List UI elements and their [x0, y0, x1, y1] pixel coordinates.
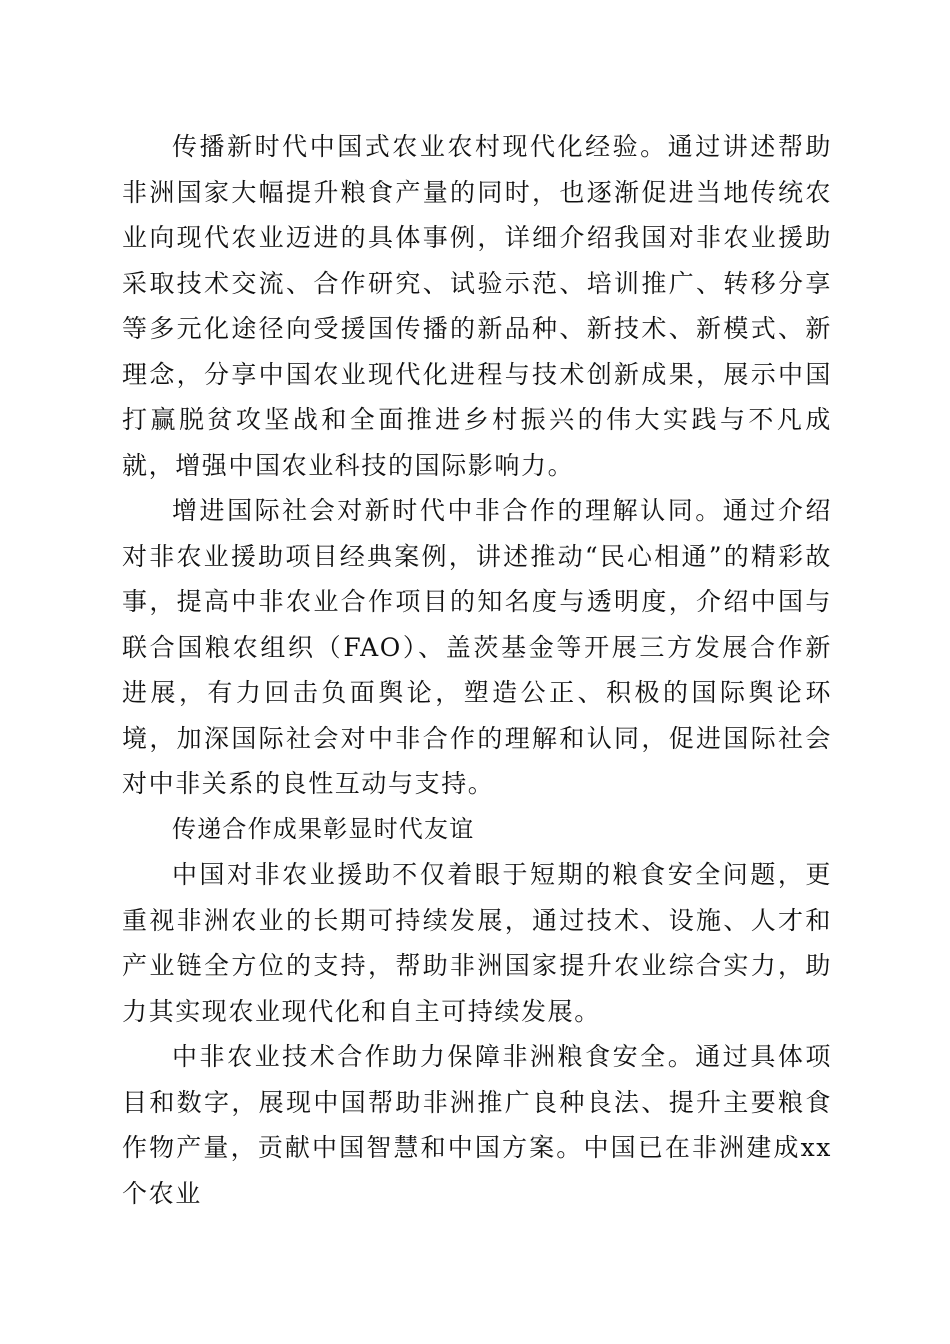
paragraph-international-recognition: 增进国际社会对新时代中非合作的理解认同。通过介绍对非农业援助项目经典案例，讲述推动“民心相通”的精彩故事，提高中非农业合作项目的知名度与透明度，介绍中国与联合国粮农组织（FAO）、盖茨基金等开展三方发展合作新进展，有力回击负面舆论，塑造公正、积极的国际舆论环境，加深国际社会对中非合作的理解和认同，促进国际社会对中非关系的良性互动与支持。: [122, 496, 832, 798]
paragraph-food-security: 中非农业技术合作助力保障非洲粮食安全。通过具体项目和数字，展现中国帮助非洲推广良种良法、提升主要粮食作物产量，贡献中国智慧和中国方案。中国已在非洲建成xx个农业: [122, 1042, 832, 1208]
document-page: [122, 124, 832, 1216]
section-heading: 传递合作成果彰显时代友谊: [172, 814, 475, 843]
paragraph-modernization-experience: 传播新时代中国式农业农村现代化经验。通过讲述帮助非洲国家大幅提升粮食产量的同时，也逐渐促进当地传统农业向现代农业迈进的具体事例，详细介绍我国对非农业援助采取技术交流、合作研究、试验示范、培训推广、转移分享等多元化途径向受援国传播的新品种、新技术、新模式、新理念，分享中国农业现代化进程与技术创新成果，展示中国打赢脱贫攻坚战和全面推进乡村振兴的伟大实践与不凡成就，增强中国农业科技的国际影响力。: [122, 132, 832, 480]
paragraph-long-term-development: 中国对非农业援助不仅着眼于短期的粮食安全问题，更重视非洲农业的长期可持续发展，通过技术、设施、人才和产业链全方位的支持，帮助非洲国家提升农业综合实力，助力其实现农业现代化和自主可持续发展。: [122, 860, 832, 1026]
